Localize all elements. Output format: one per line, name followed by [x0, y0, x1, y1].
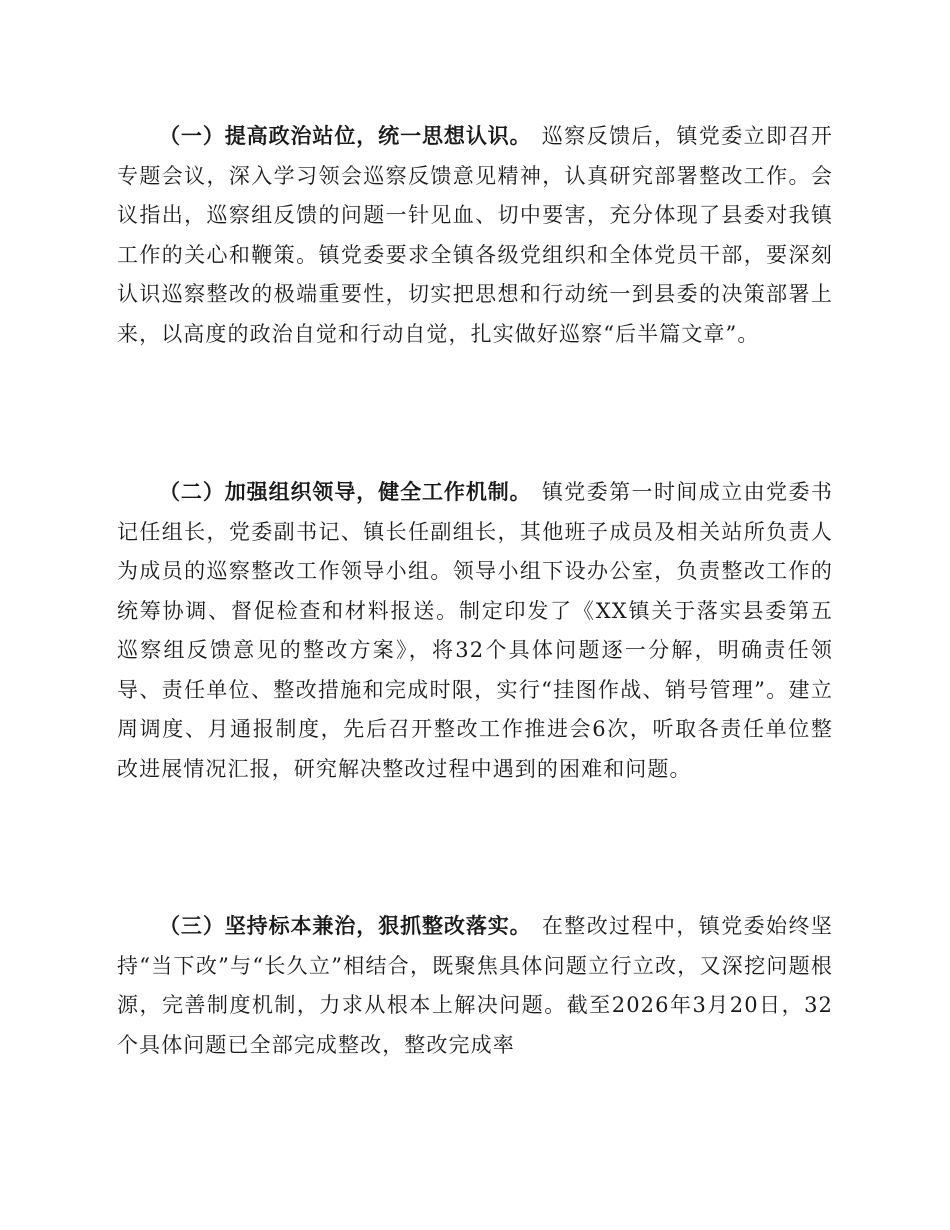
paragraph-2-body: 镇党委第一时间成立由党委书记任组长，党委副书记、镇长任副组长，其他班子成员及相关站所负责人为成员的巡察整改工作领导小组。领导小组下设办公室，负责整改工作的统筹协调、督促检查和材料报送。制定印发了《XX镇关于落实县委第五巡察组反馈意见的整改方案》，将32个具体问题逐一分解，明确责任领导、责任单位、整改措施和完成时限，实行“挂图作战、销号管理”。建立周调度、月通报制度，先后召开整改工作推进会6次，听取各责任单位整改进展情况汇报，研究解决整改过程中遇到的困难和问题。 [117, 480, 833, 781]
paragraph-3-body: 在整改过程中，镇党委始终坚持“当下改”与“长久立”相结合，既聚焦具体问题立行立改，又深挖问题根源，完善制度机制，力求从根本上解决问题。截至2026年3月20日，32个具体问题已全部完成整改，整改完成率 [117, 914, 833, 1057]
paragraph-3 [117, 907, 833, 1065]
paragraph-1 [117, 117, 833, 354]
paragraph-2-heading: （二）加强组织领导，健全工作机制。 [159, 480, 532, 504]
paragraph-2 [117, 473, 833, 789]
paragraph-1-heading: （一）提高政治站位，统一思想认识。 [159, 124, 532, 148]
paragraph-1-body: 巡察反馈后，镇党委立即召开专题会议，深入学习领会巡察反馈意见精神，认真研究部署整改工作。会议指出，巡察组反馈的问题一针见血、切中要害，充分体现了县委对我镇工作的关心和鞭策。镇党委要求全镇各级党组织和全体党员干部，要深刻认识巡察整改的极端重要性，切实把思想和行动统一到县委的决策部署上来，以高度的政治自觉和行动自觉，扎实做好巡察“后半篇文章”。 [117, 124, 833, 346]
paragraph-3-heading: （三）坚持标本兼治，狠抓整改落实。 [159, 914, 532, 938]
